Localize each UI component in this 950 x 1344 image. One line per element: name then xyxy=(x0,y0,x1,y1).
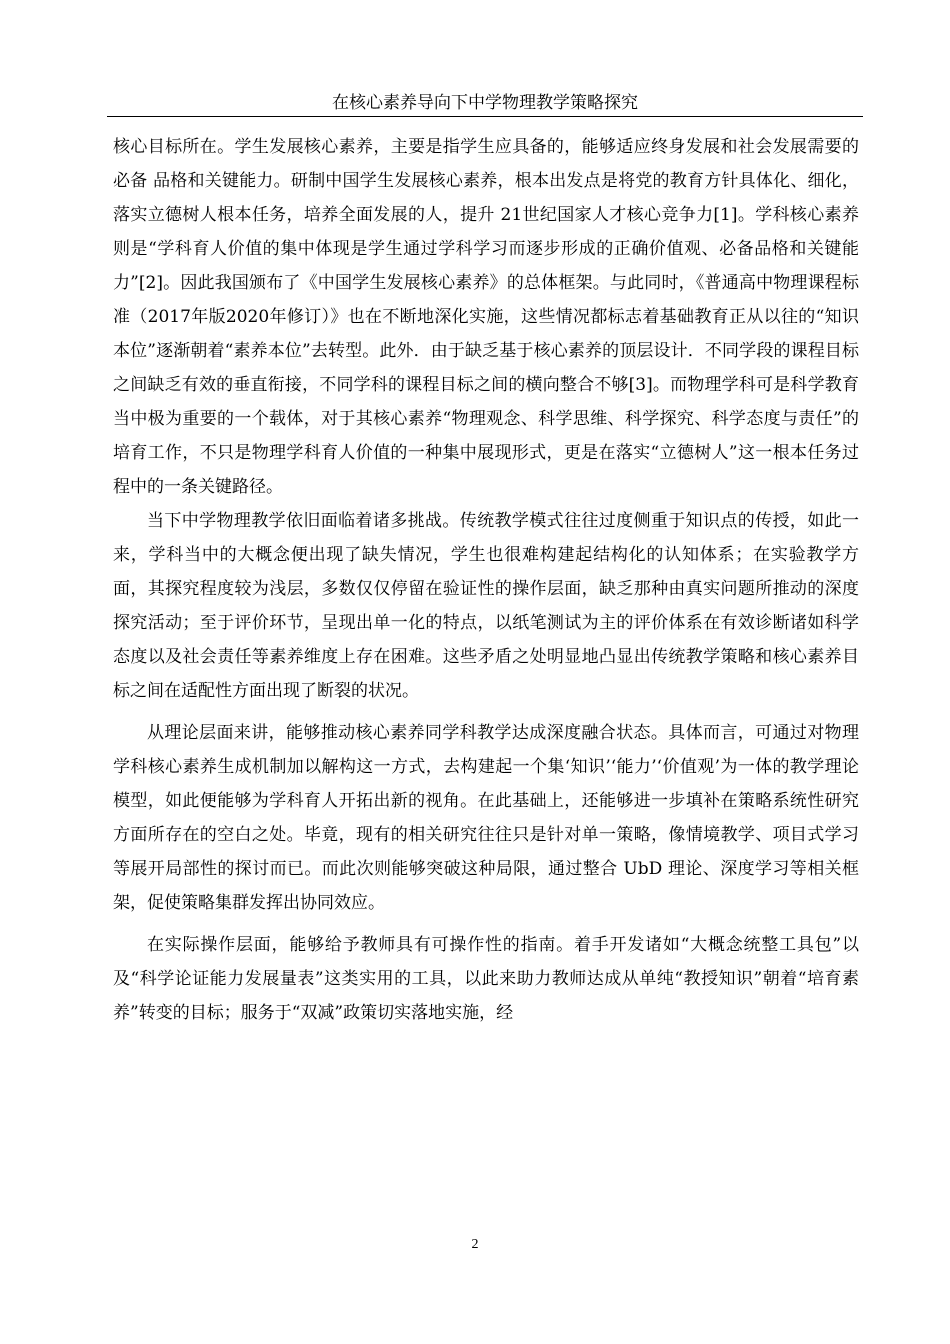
running-header: 在核心素养导向下中学物理教学策略探究 xyxy=(107,91,863,117)
paragraph-1: 核心目标所在。学生发展核心素养，主要是指学生应具备的，能够适应终身发展和社会发展需要的必备 品格和关键能力。研制中国学生发展核心素养，根本出发点是将党的教育方针具体化、细化，落实立德树人根本任务，培养全面发展的人，提升 21世纪国家人才核心竞争力[1]。学科核心素养则是“学科育人价值的集中体现是学生通过学科学习而逐步形成的正确价值观、必备品格和关键能力”[2]。因此我国颁布了《中国学生发展核心素养》的总体框架。与此同时，《普通高中物理课程标准（2017年版2020年修订）》也在不断地深化实施，这些情况都标志着基础教育正从以往的“知识本位”逐渐朝着“素养本位”去转型。此外．由于缺乏基于核心素养的顶层设计．不同学段的课程目标之间缺乏有效的垂直衔接，不同学科的课程目标之间的横向整合不够[3]。而物理学科可是科学教育当中极为重要的一个载体，对于其核心素养“物理观念、科学思维、科学探究、科学态度与责任”的培育工作，不只是物理学科育人价值的一种集中展现形式，更是在落实“立德树人”这一根本任务过程中的一条关键路径。 xyxy=(113,137,859,497)
body-text xyxy=(113,130,859,1030)
paragraph-2: 当下中学物理教学依旧面临着诸多挑战。传统教学模式往往过度侧重于知识点的传授，如此一来，学科当中的大概念便出现了缺失情况，学生也很难构建起结构化的认知体系；在实验教学方面，其探究程度较为浅层，多数仅仅停留在验证性的操作层面，缺乏那种由真实问题所推动的深度探究活动；至于评价环节，呈现出单一化的特点，以纸笔测试为主的评价体系在有效诊断诸如科学态度以及社会责任等素养维度上存在困难。这些矛盾之处明显地凸显出传统教学策略和核心素养目标之间在适配性方面出现了断裂的状况。 xyxy=(113,511,859,701)
paragraph-4: 在实际操作层面，能够给予教师具有可操作性的指南。着手开发诸如“大概念统整工具包”以及“科学论证能力发展量表”这类实用的工具，以此来助力教师达成从单纯“教授知识”朝着“培育素养”转变的目标；服务于“双减”政策切实落地实施，经 xyxy=(113,935,859,1023)
paragraph-3: 从理论层面来讲，能够推动核心素养同学科教学达成深度融合状态。具体而言，可通过对物理学科核心素养生成机制加以解构这一方式，去构建起一个集‘知识’‘能力’‘价值观’为一体的教学理论模型，如此便能够为学科育人开拓出新的视角。在此基础上，还能够进一步填补在策略系统性研究方面所存在的空白之处。毕竟，现有的相关研究往往只是针对单一策略，像情境教学、项目式学习等展开局部性的探讨而已。而此次则能够突破这种局限，通过整合 UbD 理论、深度学习等相关框架，促使策略集群发挥出协同效应。 xyxy=(113,723,859,913)
page-number: 2 xyxy=(471,1237,479,1252)
